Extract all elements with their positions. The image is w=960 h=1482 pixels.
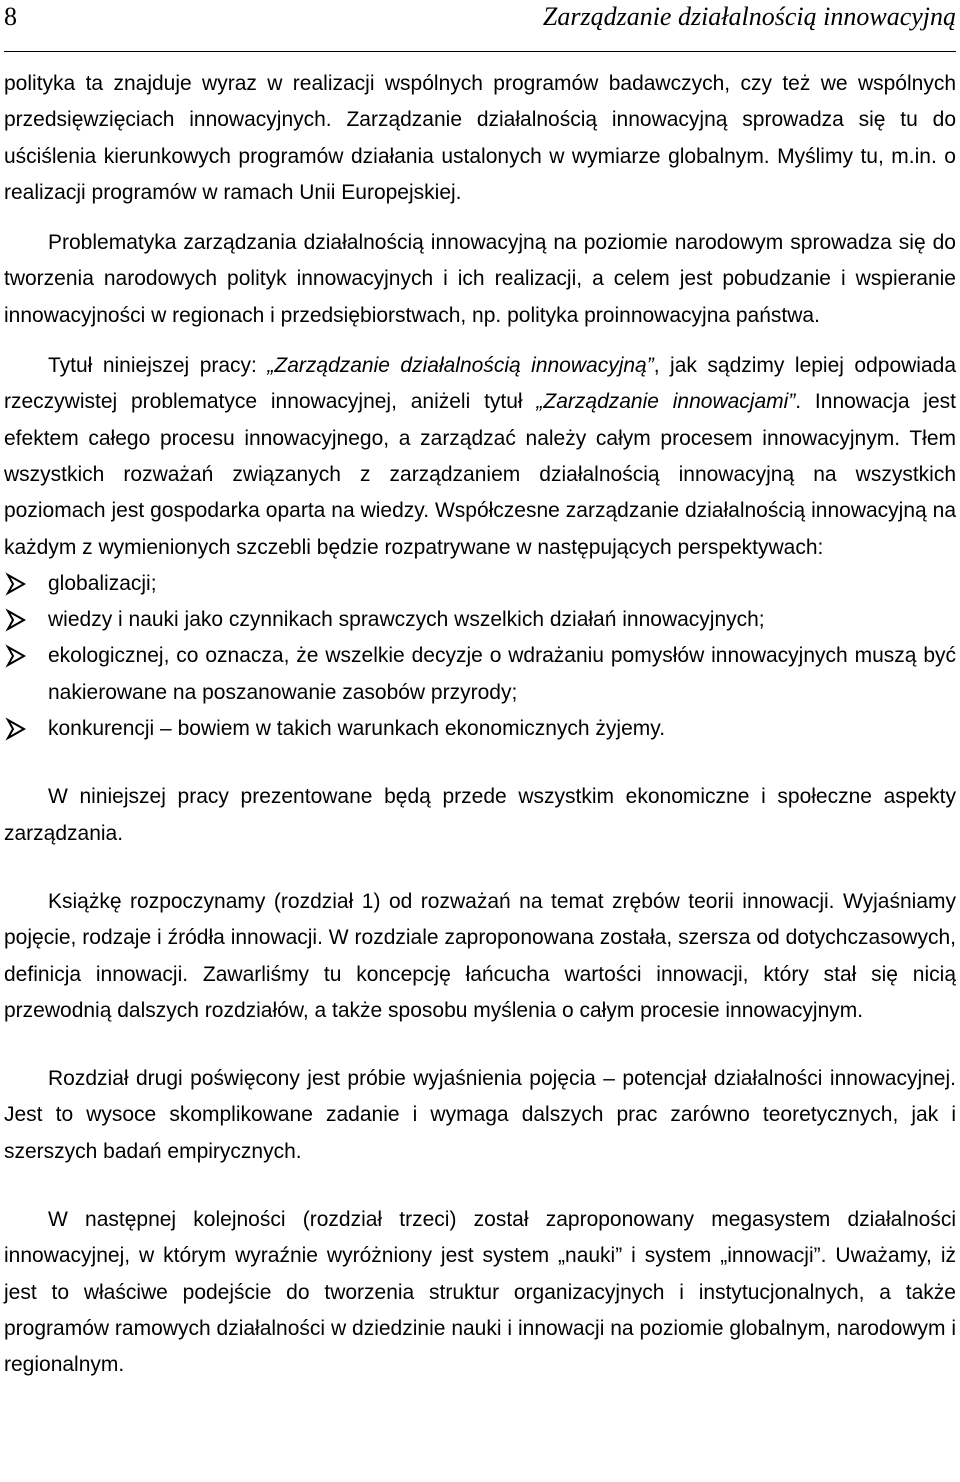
paragraph-3-text-c: . Innowacja jest efektem całego procesu innowacyjnego, a zarządzać należy całym procesem innowacyjnym. Tłem wszystkich rozważań związanych z zarządzaniem działalnością innowacyjną na wszystkich poziomach jest gospodarka oparta na wiedzy. Współczesne zarządzanie działalnością innowacyjną na każdym z wymienionych szczebli będzie rozpatrywane w następujących perspektywach:	[4, 390, 956, 559]
document-body	[4, 66, 956, 1384]
list-item-text: wiedzy i nauki jako czynnikach sprawczych wszelkich działań innowacyjnych;	[48, 608, 765, 632]
list-item	[4, 638, 956, 711]
paragraph-3	[4, 348, 956, 566]
paragraph-7: W następnej kolejności (rozdział trzeci) został zaproponowany megasystem działalności innowacyjnej, w którym wyraźnie wyróżniony jest system „nauki” i system „innowacji”. Uważamy, iż jest to właściwe podejście do tworzenia struktur organizacyjnych i instytucjonalnych, a także programów ramowych działalności w dziedzinie nauki i innowacji na poziomie globalnym, narodowym i regionalnym.	[4, 1208, 956, 1377]
paragraph-3-text-a: Tytuł niniejszej pracy:	[48, 354, 268, 378]
alternative-title-quote: „Zarządzanie innowacjami”	[536, 390, 796, 414]
list-item	[4, 711, 956, 747]
list-item-text: konkurencji – bowiem w takich warunkach ekonomicznych żyjemy.	[48, 717, 666, 741]
arrow-bullet-icon	[4, 602, 34, 638]
list-item	[4, 566, 956, 602]
page-header	[4, 0, 956, 52]
arrow-bullet-icon	[4, 566, 34, 602]
arrow-bullet-icon	[4, 638, 34, 674]
paragraph-1: polityka ta znajduje wyraz w realizacji wspólnych programów badawczych, czy też we wspólnych przedsięwzięciach innowacyjnych. Zarządzanie działalnością innowacyjną sprowadza się tu do uściślenia kierunkowych programów działania ustalonych w wymiarze globalnym. Myślimy tu, m.in. o realizacji programów w ramach Unii Europejskiej.	[4, 72, 956, 204]
perspectives-list	[4, 566, 956, 747]
list-item	[4, 602, 956, 638]
paragraph-6: Rozdział drugi poświęcony jest próbie wyjaśnienia pojęcia – potencjał działalności innowacyjnej. Jest to wysoce skomplikowane zadanie i wymaga dalszych prac zarówno teoretycznych, jak i szerszych badań empirycznych.	[4, 1067, 956, 1163]
page-number: 8	[4, 2, 17, 31]
running-title: Zarządzanie działalnością innowacyjną	[542, 2, 956, 31]
paragraph-2: Problematyka zarządzania działalnością innowacyjną na poziomie narodowym sprowadza się do tworzenia narodowych polityk innowacyjnych i ich realizacji, a celem jest pobudzanie i wspieranie innowacyjności w regionach i przedsiębiorstwach, np. polityka proinnowacyjna państwa.	[4, 231, 956, 327]
paragraph-5: Książkę rozpoczynamy (rozdział 1) od rozważań na temat zrębów teorii innowacji. Wyjaśniamy pojęcie, rodzaje i źródła innowacji. W rozdziale zaproponowana została, szersza od dotychczasowych, definicja innowacji. Zawarliśmy tu koncepcję łańcucha wartości innowacji, który stał się nicią przewodnią dalszych rozdziałów, a także sposobu myślenia o całym procesie innowacyjnym.	[4, 889, 956, 1022]
paragraph-3-text-b: , jak sądzimy lepiej odpowiada rzeczywistej problematyce innowacyjnej, aniżeli tytuł	[4, 354, 957, 414]
list-item-text: globalizacji;	[48, 571, 157, 595]
list-item-text: ekologicznej, co oznacza, że wszelkie decyzje o wdrażaniu pomysłów innowacyjnych muszą być nakierowane na poszanowanie zasobów przyrody;	[48, 644, 956, 704]
arrow-bullet-icon	[4, 711, 34, 747]
paragraph-4: W niniejszej pracy prezentowane będą przede wszystkim ekonomiczne i społeczne aspekty zarządzania.	[4, 785, 956, 845]
book-title-quote: „Zarządzanie działalnością innowacyjną”	[267, 354, 654, 378]
